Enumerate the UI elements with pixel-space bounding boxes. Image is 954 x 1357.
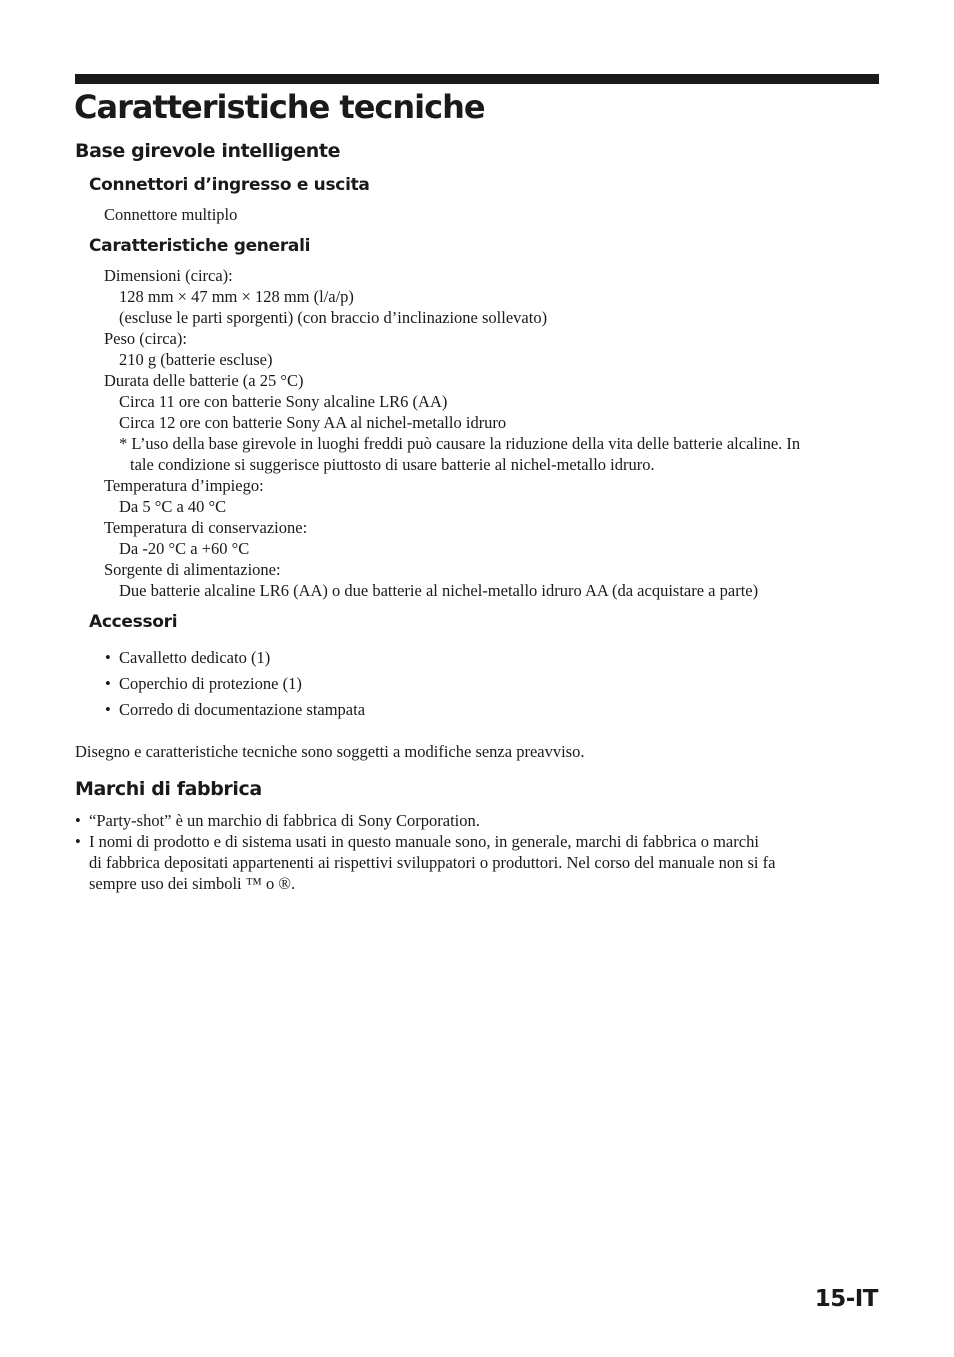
bullet-glyph: • xyxy=(105,674,111,693)
connectors-text: Connettore multiplo xyxy=(104,205,238,224)
battery-note-line-1: * L’uso della base girevole in luoghi freddi può causare la riduzione della vita delle batterie alcaline. In xyxy=(119,434,801,453)
battery-value-1: Circa 11 ore con batterie Sony alcaline LR6 (AA) xyxy=(119,392,448,411)
battery-label: Durata delle batterie (a 25 °C) xyxy=(104,371,304,390)
accessory-item: Coperchio di protezione (1) xyxy=(119,674,302,693)
weight-value: 210 g (batterie escluse) xyxy=(119,350,273,369)
op-temp-label: Temperatura d’impiego: xyxy=(104,476,264,495)
accessory-item: Corredo di documentazione stampata xyxy=(119,700,366,719)
dimensions-value: 128 mm × 47 mm × 128 mm (l/a/p) xyxy=(119,287,354,306)
subheading-accessories: Accessori xyxy=(89,612,178,632)
bullet-glyph: • xyxy=(75,811,81,830)
subheading-general: Caratteristiche generali xyxy=(89,236,311,256)
trademark-item-2-line-3: sempre uso dei simboli ™ o ®. xyxy=(89,874,296,893)
bullet-glyph: • xyxy=(75,832,81,851)
bullet-glyph: • xyxy=(105,648,111,667)
battery-note-line-2: tale condizione si suggerisce piuttosto di usare batterie al nichel-metallo idruro. xyxy=(130,455,655,474)
section-heading-base: Base girevole intelligente xyxy=(75,140,341,162)
page-title: Caratteristiche tecniche xyxy=(74,88,485,126)
power-label: Sorgente di alimentazione: xyxy=(104,560,281,579)
header-rule xyxy=(75,74,879,84)
op-temp-value: Da 5 °C a 40 °C xyxy=(119,497,227,516)
trademark-item-1: “Party-shot” è un marchio di fabbrica di Sony Corporation. xyxy=(89,811,480,830)
trademark-item-2-line-2: di fabbrica depositati appartenenti ai rispettivi sviluppatori o produttori. Nel corso del manuale non si fa xyxy=(89,853,776,872)
bullet-glyph: • xyxy=(105,700,111,719)
accessory-item: Cavalletto dedicato (1) xyxy=(119,648,271,667)
storage-temp-label: Temperatura di conservazione: xyxy=(104,518,308,537)
battery-value-2: Circa 12 ore con batterie Sony AA al nichel-metallo idruro xyxy=(119,413,507,432)
trademark-item-2-line-1: I nomi di prodotto e di sistema usati in questo manuale sono, in generale, marchi di fabbrica o marchi xyxy=(89,832,759,851)
storage-temp-value: Da -20 °C a +60 °C xyxy=(119,539,250,558)
power-value: Due batterie alcaline LR6 (AA) o due batterie al nichel-metallo idruro AA (da acquistare a parte) xyxy=(119,581,759,600)
weight-label: Peso (circa): xyxy=(104,329,187,348)
dimensions-label: Dimensioni (circa): xyxy=(104,266,233,285)
dimensions-note: (escluse le parti sporgenti) (con braccio d’inclinazione sollevato) xyxy=(119,308,548,327)
page-number: 15-IT xyxy=(814,1286,878,1312)
subheading-connectors: Connettori d’ingresso e uscita xyxy=(89,175,370,195)
disclaimer-text: Disegno e caratteristiche tecniche sono soggetti a modifiche senza preavviso. xyxy=(75,742,585,761)
section-heading-trademarks: Marchi di fabbrica xyxy=(75,778,262,800)
